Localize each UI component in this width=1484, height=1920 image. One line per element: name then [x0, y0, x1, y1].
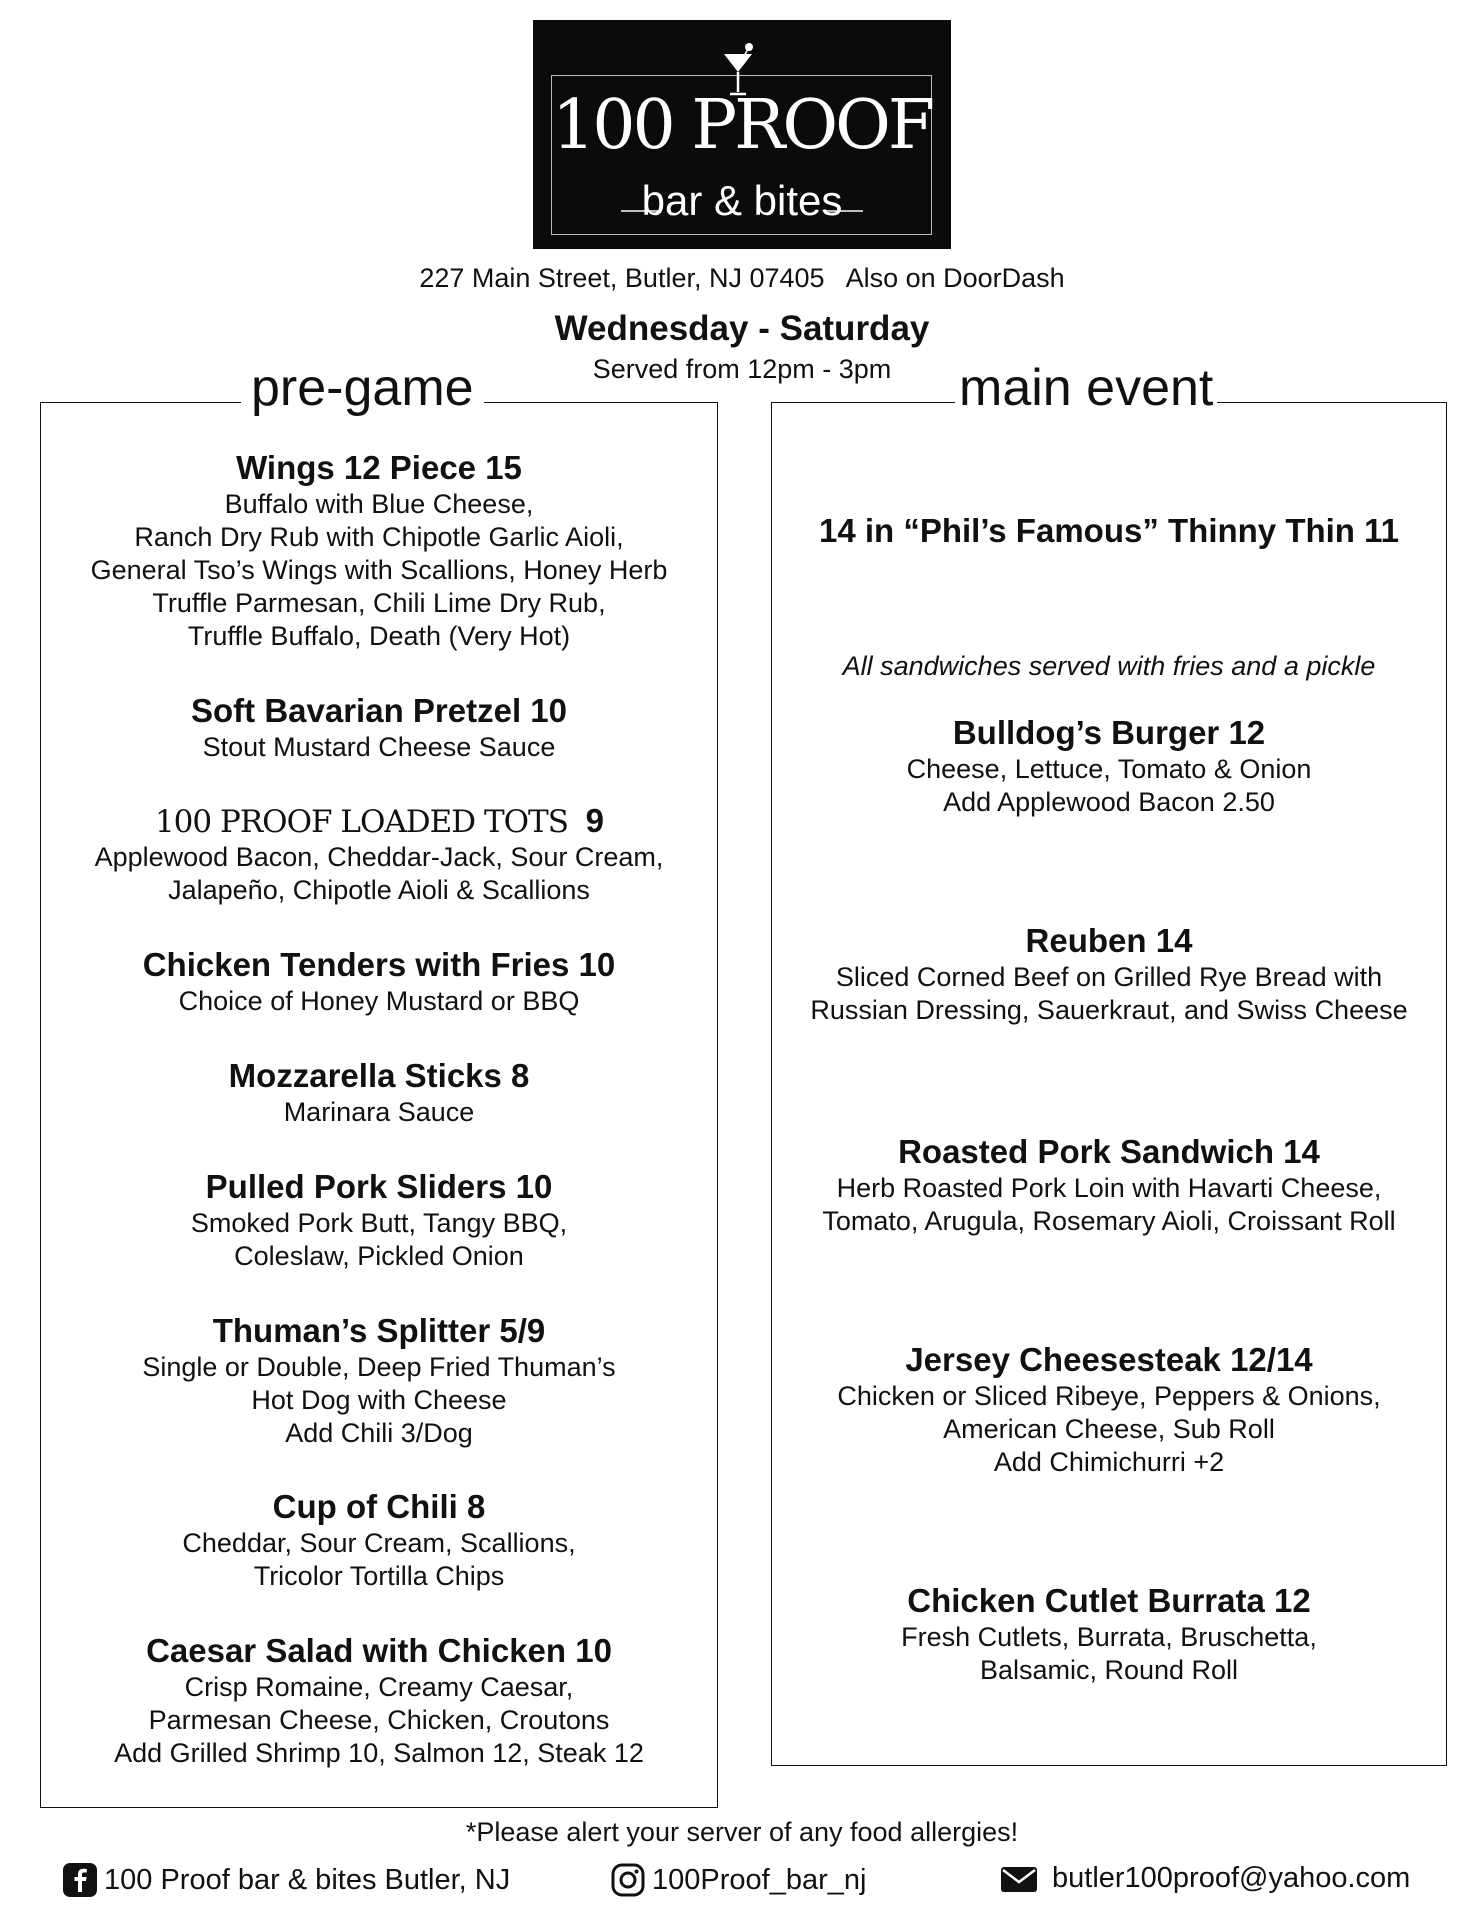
item-desc-line: Parmesan Cheese, Chicken, Croutons	[148, 1704, 610, 1735]
menu-item-chicken-tenders	[41, 945, 717, 1018]
item-desc-line: Truffle Parmesan, Chili Lime Dry Rub,	[152, 587, 606, 618]
item-desc-line: Tricolor Tortilla Chips	[253, 1560, 505, 1591]
item-desc-line: Add Grilled Shrimp 10, Salmon 12, Steak 12	[114, 1737, 644, 1768]
item-desc-line: Sliced Corned Beef on Grilled Rye Bread with	[835, 961, 1383, 992]
item-title: Soft Bavarian Pretzel 10	[191, 692, 567, 729]
item-title: Pulled Pork Sliders 10	[205, 1168, 553, 1205]
main-event-title: main event	[955, 357, 1217, 419]
menu-item-cup-of-chili	[41, 1487, 717, 1593]
footer-facebook[interactable]	[62, 1862, 510, 1898]
service-hours: Served from 12pm - 3pm	[592, 354, 892, 384]
menu-item-jersey-cheesesteak	[772, 1340, 1446, 1479]
item-desc-line: Ranch Dry Rub with Chipotle Garlic Aioli,	[134, 521, 624, 552]
logo-subtitle: bar & bites	[641, 177, 843, 224]
item-title: Mozzarella Sticks 8	[228, 1057, 530, 1094]
item-desc-line: Add Chili 3/Dog	[285, 1417, 473, 1448]
item-desc-line: Buffalo with Blue Cheese,	[224, 488, 534, 519]
item-title: Bulldog’s Burger 12	[952, 714, 1266, 751]
item-desc-line: Balsamic, Round Roll	[979, 1654, 1239, 1685]
footer-instagram[interactable]	[610, 1862, 866, 1898]
tots-title-text: 100 PROOF LOADED TOTS	[154, 804, 568, 840]
item-desc-line: Cheddar, Sour Cream, Scallions,	[182, 1527, 576, 1558]
item-title: Chicken Cutlet Burrata 12	[907, 1582, 1311, 1619]
item-title: Caesar Salad with Chicken 10	[146, 1632, 612, 1669]
item-desc-line: Truffle Buffalo, Death (Very Hot)	[187, 620, 571, 651]
menu-item-pizza	[772, 511, 1446, 551]
item-title: Jersey Cheesesteak 12/14	[905, 1341, 1313, 1378]
menu-item-mozzarella-sticks	[41, 1056, 717, 1129]
instagram-icon	[610, 1862, 646, 1898]
menu-item-bulldogs-burger	[772, 713, 1446, 819]
menu-item-wings	[41, 448, 717, 653]
item-title: Roasted Pork Sandwich 14	[898, 1133, 1320, 1170]
menu-item-chicken-cutlet-burrata	[772, 1581, 1446, 1687]
item-desc-line: General Tso’s Wings with Scallions, Honey Herb	[90, 554, 668, 585]
item-desc-line: Herb Roasted Pork Loin with Havarti Cheese,	[836, 1172, 1382, 1203]
email-icon	[1000, 1864, 1038, 1894]
item-title: Reuben 14	[1025, 922, 1193, 959]
item-desc-line: Add Chimichurri +2	[993, 1446, 1225, 1477]
item-desc-line: Crisp Romaine, Creamy Caesar,	[184, 1671, 574, 1702]
address: 227 Main Street, Butler, NJ 07405 Also on DoorDash	[419, 263, 1065, 293]
item-desc-line: Add Applewood Bacon 2.50	[943, 786, 1275, 817]
item-desc-line: Applewood Bacon, Cheddar-Jack, Sour Cream,	[94, 842, 664, 873]
logo	[533, 20, 951, 249]
item-desc-line: Cheese, Lettuce, Tomato & Onion	[906, 753, 1312, 784]
menu-item-caesar-salad	[41, 1631, 717, 1770]
item-desc-line: Single or Double, Deep Fried Thuman’s	[142, 1351, 616, 1382]
item-desc-line: Choice of Honey Mustard or BBQ	[178, 985, 580, 1016]
facebook-label: 100 Proof bar & bites Butler, NJ	[104, 1863, 511, 1896]
item-desc-line: Smoked Pork Butt, Tangy BBQ,	[190, 1207, 568, 1238]
instagram-label: 100Proof_bar_nj	[652, 1863, 867, 1896]
item-desc-line: Tomato, Arugula, Rosemary Aioli, Croissant Roll	[822, 1205, 1396, 1236]
menu-item-thumans-splitter	[41, 1311, 717, 1450]
item-desc-line: Hot Dog with Cheese	[251, 1384, 507, 1415]
menu-item-roasted-pork	[772, 1132, 1446, 1238]
menu-item-loaded-tots	[41, 801, 717, 907]
item-title: Cup of Chili 8	[272, 1488, 486, 1525]
item-desc-line: American Cheese, Sub Roll	[943, 1413, 1275, 1444]
item-title	[41, 801, 717, 841]
item-title: 14 in “Phil’s Famous” Thinny Thin 11	[818, 512, 1400, 549]
menu-item-reuben	[772, 921, 1446, 1027]
menu-item-pretzel	[41, 691, 717, 764]
item-desc-line: Jalapeño, Chipotle Aioli & Scallions	[168, 875, 590, 906]
item-title: Thuman’s Splitter 5/9	[212, 1312, 546, 1349]
item-desc-line: Chicken or Sliced Ribeye, Peppers & Onions,	[837, 1380, 1381, 1411]
item-desc-line: Stout Mustard Cheese Sauce	[202, 731, 556, 762]
item-price: 9	[585, 802, 604, 839]
item-desc-line: Fresh Cutlets, Burrata, Bruschetta,	[901, 1621, 1317, 1652]
item-title: Wings 12 Piece 15	[236, 449, 522, 486]
facebook-icon	[62, 1862, 98, 1898]
item-desc-line: Coleslaw, Pickled Onion	[234, 1240, 524, 1271]
service-days: Wednesday - Saturday	[554, 309, 930, 348]
logo-title: 100 PROOF	[551, 86, 933, 165]
email-label: butler100proof@yahoo.com	[1052, 1862, 1411, 1894]
menu-item-pulled-pork-sliders	[41, 1167, 717, 1273]
main-event-section	[771, 359, 1447, 1766]
pregame-title: pre-game	[241, 357, 484, 419]
footer-email[interactable]	[1000, 1862, 1410, 1895]
item-title: Chicken Tenders with Fries 10	[142, 946, 616, 983]
pregame-section	[40, 359, 718, 1808]
allergy-notice: *Please alert your server of any food allergies!	[465, 1817, 1019, 1847]
sandwich-note: All sandwiches served with fries and a pickle	[842, 651, 1376, 681]
item-desc-line: Russian Dressing, Sauerkraut, and Swiss Cheese	[810, 994, 1408, 1025]
item-desc-line: Marinara Sauce	[283, 1096, 475, 1127]
